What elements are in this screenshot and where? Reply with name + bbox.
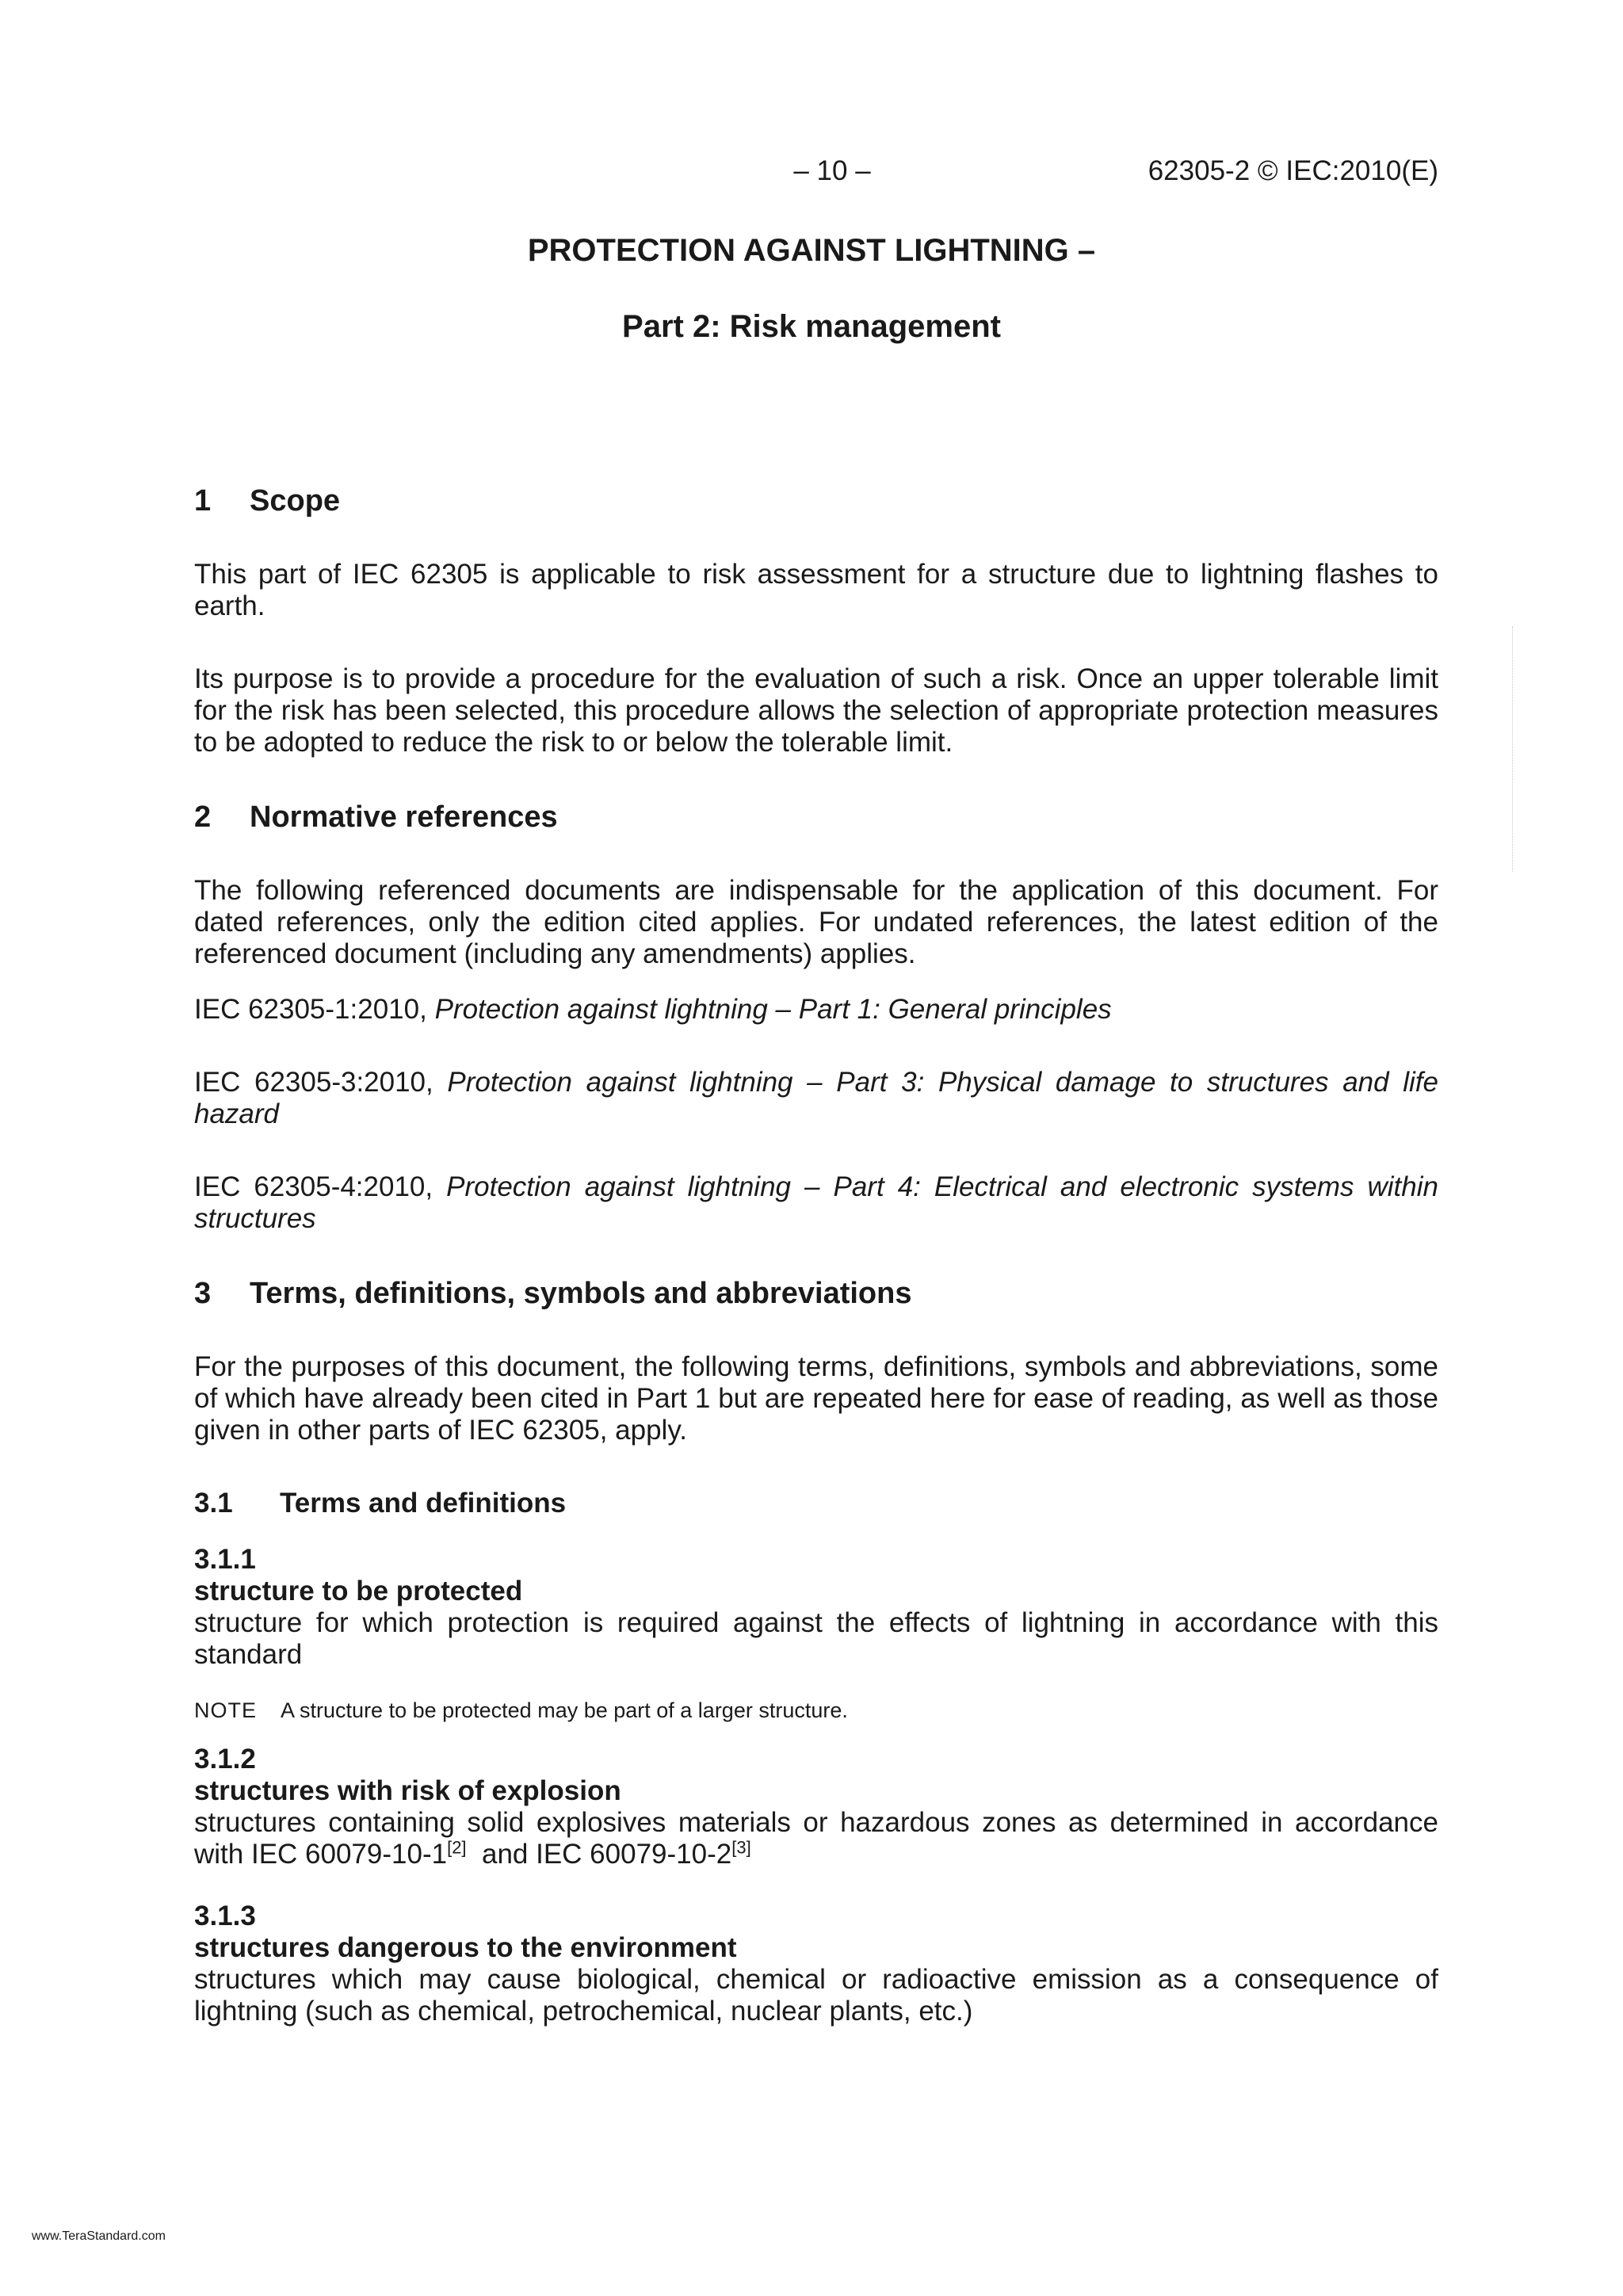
term-name: structures with risk of explosion: [194, 1775, 621, 1806]
note-label: NOTE: [194, 1698, 258, 1722]
term-definition: structure for which protection is required against the effects of lightning in accordance with this standard: [194, 1607, 1438, 1670]
subsection-number: 3.1: [194, 1488, 233, 1519]
reference-item: [194, 1171, 1438, 1235]
section-heading-normative-references: [194, 801, 1438, 833]
term-note: [194, 1698, 1438, 1723]
term-number: 3.1.2: [194, 1744, 256, 1775]
term-name: structures dangerous to the environment: [194, 1932, 737, 1963]
term-entry: [194, 1744, 1446, 1870]
term-entry: [194, 1544, 1438, 1723]
section-number: 2: [194, 800, 212, 834]
term-definition: structures which may cause biological, chemical or radioactive emission as a consequence of lightning (such as chemical, petrochemical, nuclear plants, etc.): [194, 1964, 1438, 2027]
subsection-heading: [194, 1488, 1438, 1519]
margin-dotted-mark: [1512, 626, 1516, 872]
section-title: Normative references: [250, 800, 558, 834]
section-number: 3: [194, 1277, 212, 1310]
document-subtitle: Part 2: Risk management: [622, 309, 1001, 344]
reference-code: IEC 62305-3:2010,: [194, 1067, 448, 1098]
term-number: 3.1.3: [194, 1901, 256, 1931]
subsection-title: Terms and definitions: [280, 1488, 567, 1519]
bibliography-ref: [3]: [731, 1837, 751, 1858]
definition-text: and IEC 60079-10-2: [466, 1839, 732, 1870]
reference-title: Protection against lightning – Part 4: Electrical and electronic systems within structures: [194, 1171, 1438, 1234]
reference-item: [194, 1067, 1438, 1130]
term-number: 3.1.1: [194, 1544, 256, 1575]
term-name: structure to be protected: [194, 1576, 523, 1606]
section-heading-terms: [194, 1278, 1438, 1309]
paragraph: Its purpose is to provide a procedure for the evaluation of such a risk. Once an upper tolerable limit for the risk has been selected, this procedure allows the selection of appropriate protection measures to be adopted to reduce the risk to or below the tolerable limit.: [194, 663, 1438, 758]
section-heading-scope: [194, 485, 1438, 517]
page-number: – 10 –: [793, 155, 871, 186]
reference-code: IEC 62305-4:2010,: [194, 1171, 447, 1202]
reference-code: IEC 62305-1:2010,: [194, 994, 435, 1025]
document-body: [194, 484, 1446, 2027]
term-entry: [194, 1901, 1438, 2027]
term-definition: [194, 1807, 1446, 1870]
paragraph: The following referenced documents are indispensable for the application of this document. For dated references, only the edition cited applies. For undated references, the latest edition of the referenced document (including any amendments) applies.: [194, 875, 1438, 969]
reference-title: Protection against lightning – Part 1: General principles: [434, 994, 1112, 1025]
paragraph: This part of IEC 62305 is applicable to risk assessment for a structure due to lightning flashes to earth.: [194, 559, 1438, 621]
document-id: 62305-2 © IEC:2010(E): [1148, 155, 1438, 186]
section-number: 1: [194, 484, 212, 518]
footer-website: www.TeraStandard.com: [32, 2229, 166, 2243]
section-title: Terms, definitions, symbols and abbreviations: [250, 1277, 912, 1310]
document-title: PROTECTION AGAINST LIGHTNING –: [527, 233, 1096, 268]
bibliography-ref: [2]: [447, 1837, 467, 1858]
paragraph: For the purposes of this document, the following terms, definitions, symbols and abbreviations, some of which have already been cited in Part 1 but are repeated here for ease of reading, as well as those given in other parts of IEC 62305, apply.: [194, 1351, 1438, 1446]
note-text: A structure to be protected may be part of a larger structure.: [281, 1698, 848, 1722]
section-title: Scope: [250, 484, 341, 518]
reference-item: [194, 994, 1438, 1026]
definition-text: structures containing solid explosives materials or hazardous zones as determined in accordance with IEC 60079-10-1: [194, 1807, 1446, 1870]
reference-title: Protection against lightning – Part 3: Physical damage to structures and life hazard: [194, 1067, 1438, 1129]
